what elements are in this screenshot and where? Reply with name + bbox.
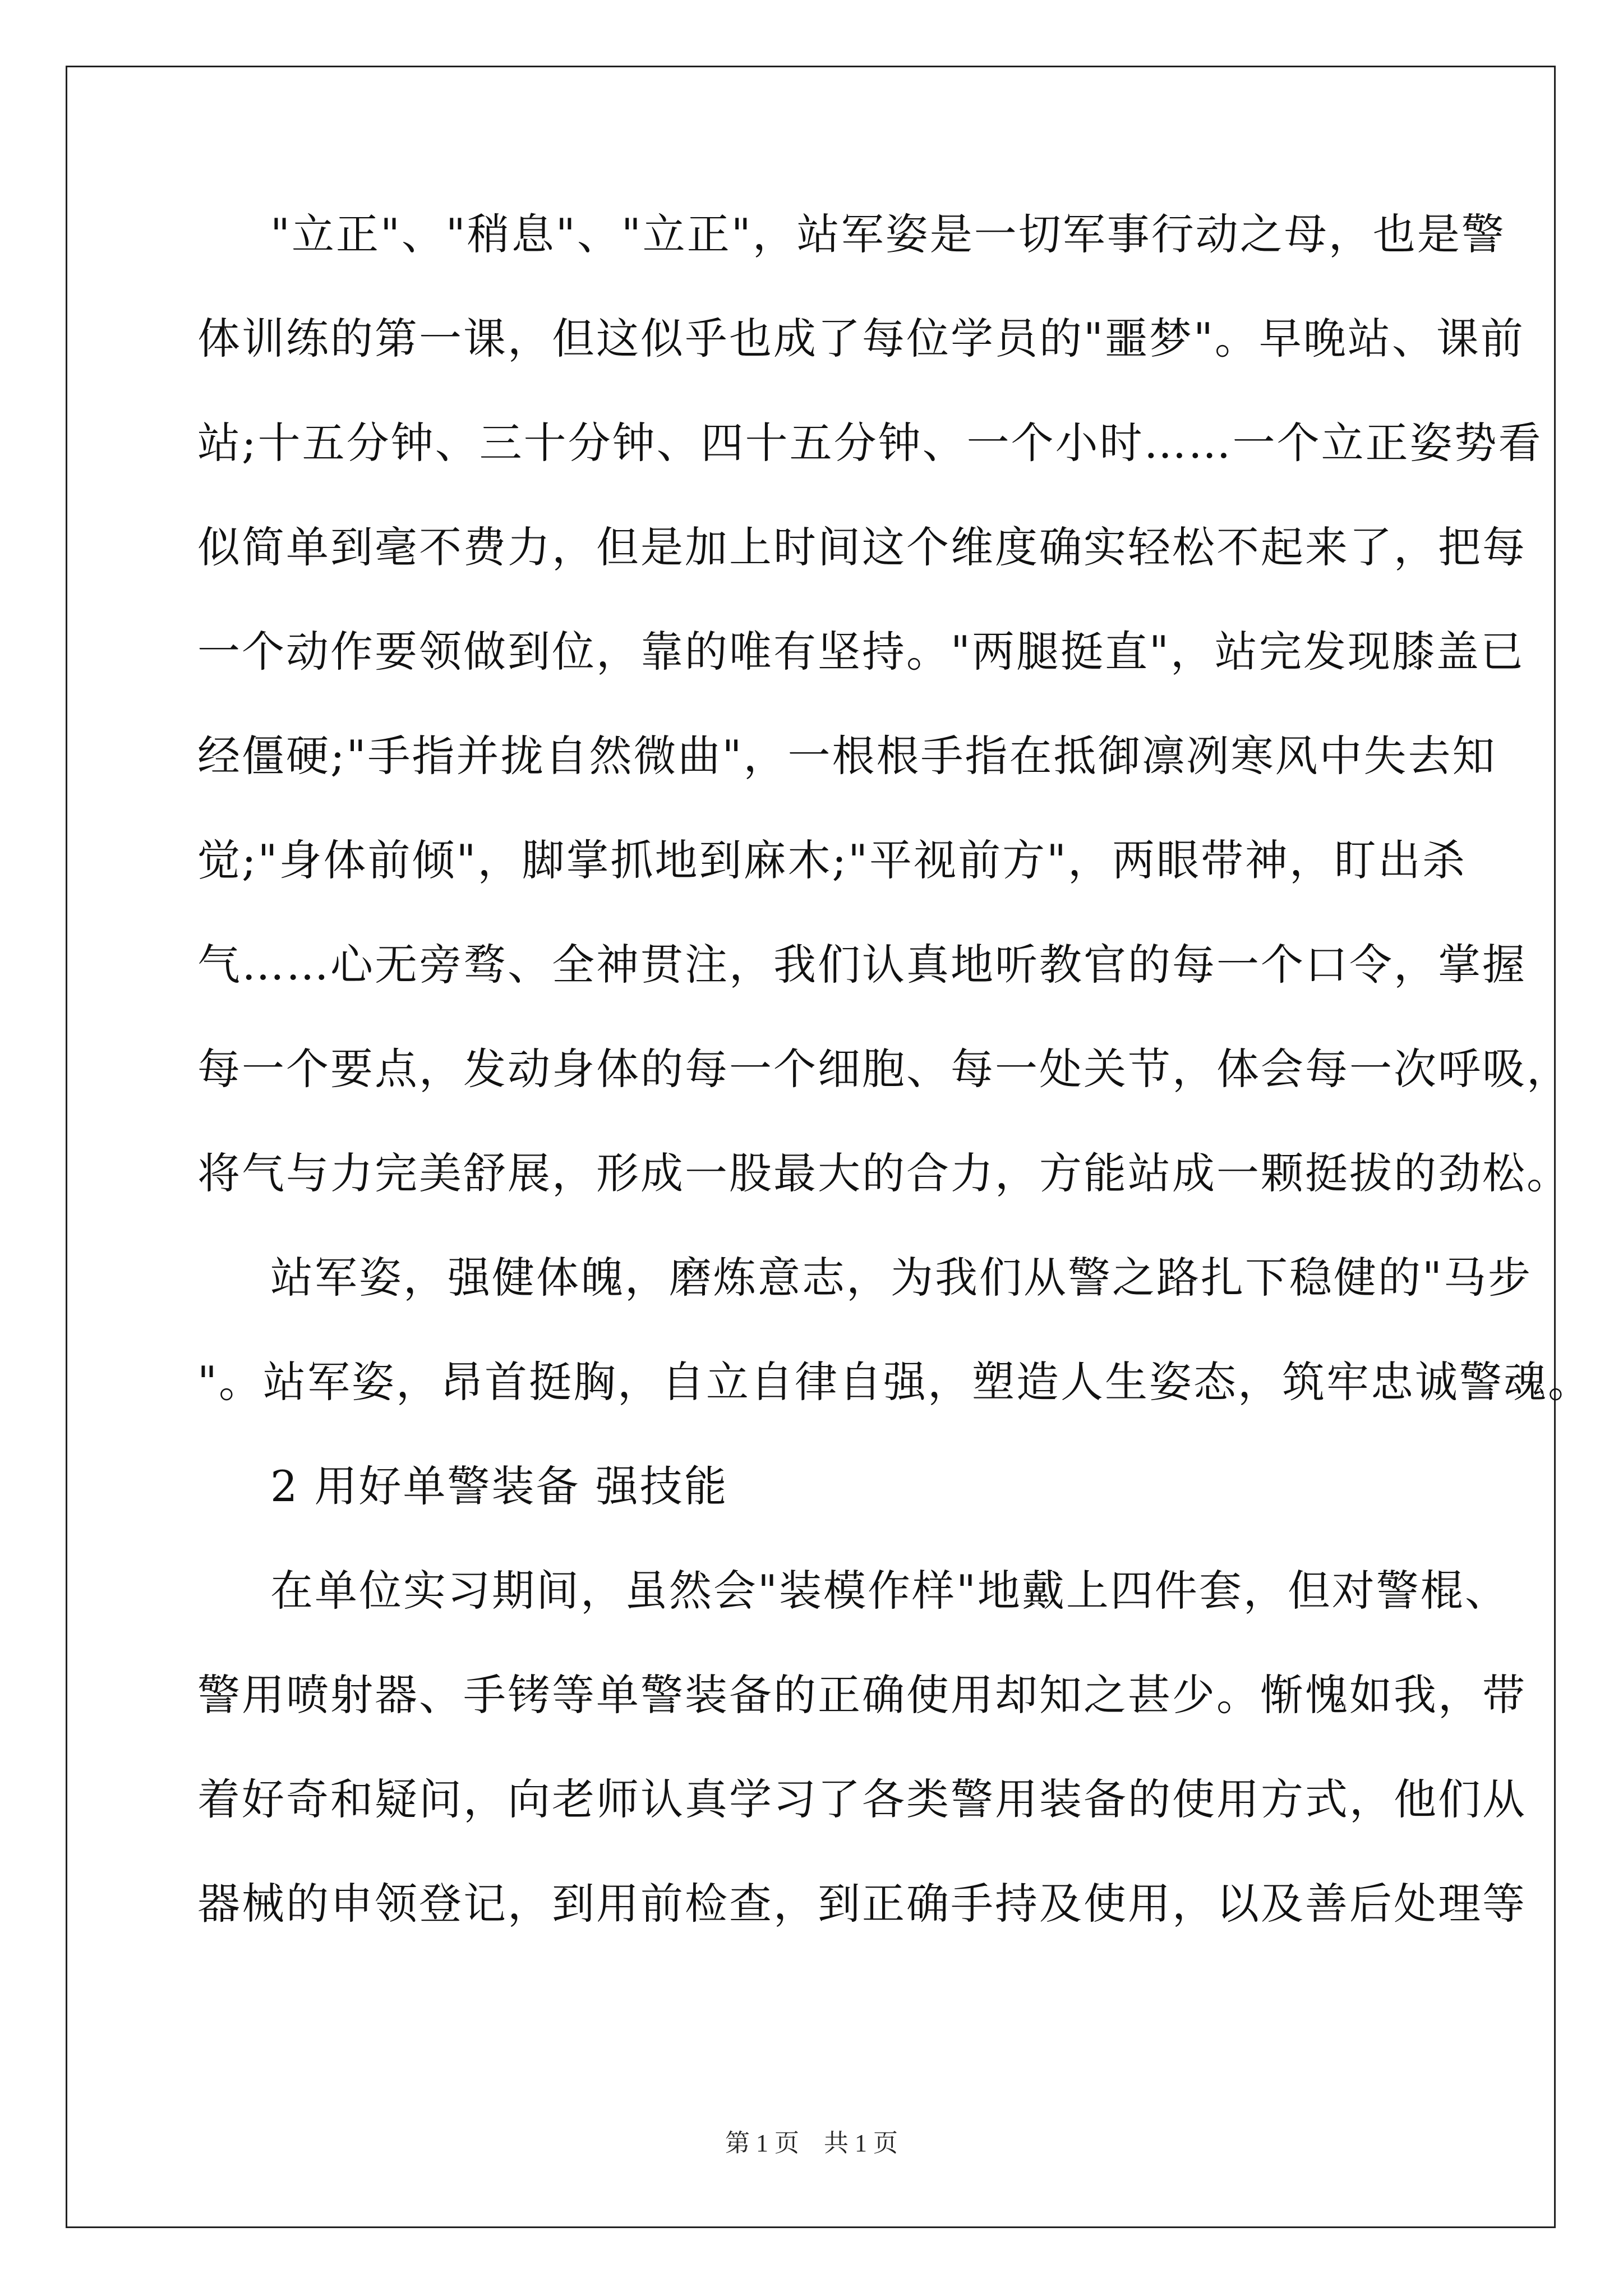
paragraph-1-line-5: 一个动作要领做到位，靠的唯有坚持。"两腿挺直"，站完发现膝盖已 [197, 627, 1525, 677]
page-total: 共 1 页 [824, 2129, 898, 2157]
paragraph-3-line-2: 警用喷射器、手铐等单警装备的正确使用却知之甚少。惭愧如我，带 [197, 1670, 1527, 1720]
paragraph-2-line-1: 站军姿，强健体魄，磨炼意志，为我们从警之路扎下稳健的"马步 [270, 1253, 1532, 1303]
paragraph-1-line-10: 将气与力完美舒展，形成一股最大的合力，方能站成一颗挺拔的劲松。 [197, 1148, 1571, 1198]
section-heading: 2 用好单警装备 强技能 [270, 1461, 728, 1511]
paragraph-1-line-2: 体训练的第一课，但这似乎也成了每位学员的"噩梦"。早晚站、课前 [197, 314, 1525, 364]
paragraph-1-line-9: 每一个要点，发动身体的每一个细胞、每一处关节，体会每一次呼吸， [197, 1044, 1571, 1094]
paragraph-1-line-7: 觉;"身体前倾"，脚掌抓地到麻木;"平视前方"，两眼带神，盯出杀 [197, 835, 1467, 885]
paragraph-2-line-2: "。站军姿，昂首挺胸，自立自律自强，塑造人生姿态，筑牢忠诚警魂。 [197, 1357, 1592, 1407]
paragraph-1-line-1: "立正"、"稍息"、"立正"，站军姿是一切军事行动之母，也是警 [270, 209, 1506, 259]
paragraph-3-line-3: 着好奇和疑问，向老师认真学习了各类警用装备的使用方式，他们从 [197, 1774, 1527, 1824]
paragraph-1-line-4: 似简单到毫不费力，但是加上时间这个维度确实轻松不起来了，把每 [197, 522, 1527, 572]
paragraph-1-line-8: 气……心无旁骛、全神贯注，我们认真地听教官的每一个口令，掌握 [197, 940, 1527, 990]
page-footer [0, 2128, 1623, 2159]
paragraph-3-line-1: 在单位实习期间，虽然会"装模作样"地戴上四件套，但对警棍、 [270, 1566, 1509, 1616]
paragraph-1-line-3: 站;十五分钟、三十分钟、四十五分钟、一个小时……一个立正姿势看 [197, 418, 1543, 468]
paragraph-1-line-6: 经僵硬;"手指并拢自然微曲"，一根根手指在抵御凛冽寒风中失去知 [197, 731, 1497, 781]
page-number: 第 1 页 [725, 2129, 799, 2157]
paragraph-3-line-4: 器械的申领登记，到用前检查，到正确手持及使用，以及善后处理等 [197, 1879, 1527, 1929]
